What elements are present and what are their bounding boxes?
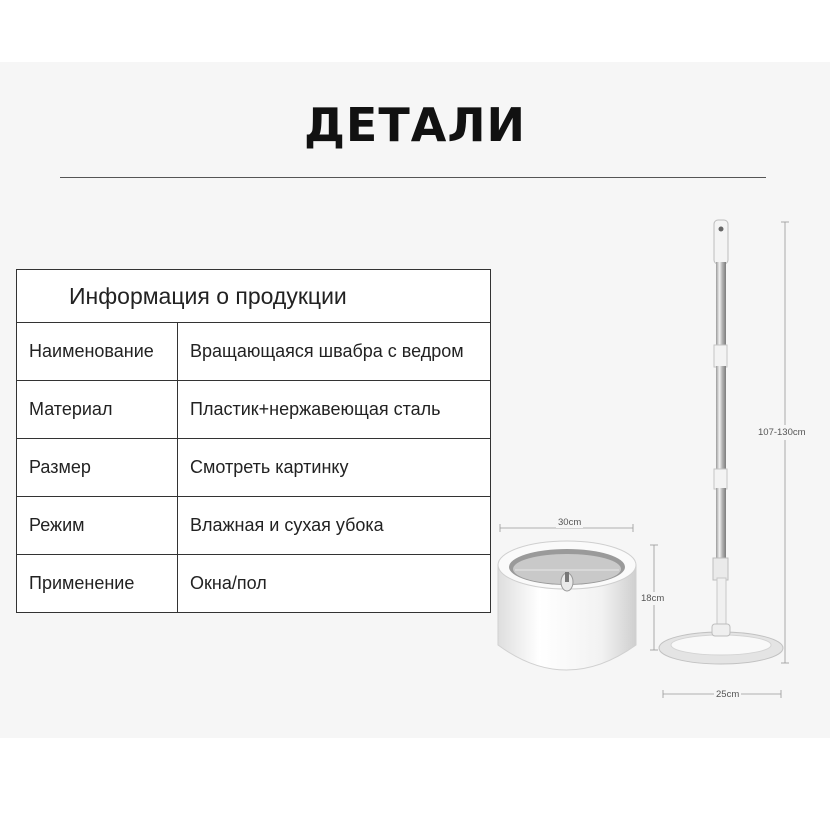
bucket xyxy=(498,541,636,670)
row-value-name: Вращающаяся швабра с ведром xyxy=(178,323,491,381)
mop-length-dimension xyxy=(781,222,789,663)
mop-length-label: 107-130cm xyxy=(758,427,806,438)
row-value-usage: Окна/пол xyxy=(178,555,491,613)
page-title: ДЕТАЛИ xyxy=(303,98,527,152)
row-value-material: Пластик+нержавеющая сталь xyxy=(178,381,491,439)
bucket-height-label: 18cm xyxy=(641,593,665,604)
row-label-material: Материал xyxy=(17,381,178,439)
mop-head-width-label: 25cm xyxy=(716,689,740,700)
row-value-size: Смотреть картинку xyxy=(178,439,491,497)
row-label-usage: Применение xyxy=(17,555,178,613)
table-header: Информация о продукции xyxy=(17,270,491,323)
row-label-mode: Режим xyxy=(17,497,178,555)
mop xyxy=(659,220,783,664)
row-label-size: Размер xyxy=(17,439,178,497)
row-label-name: Наименование xyxy=(17,323,178,381)
row-value-mode: Влажная и сухая убока xyxy=(178,497,491,555)
bucket-width-label: 30cm xyxy=(558,517,582,528)
